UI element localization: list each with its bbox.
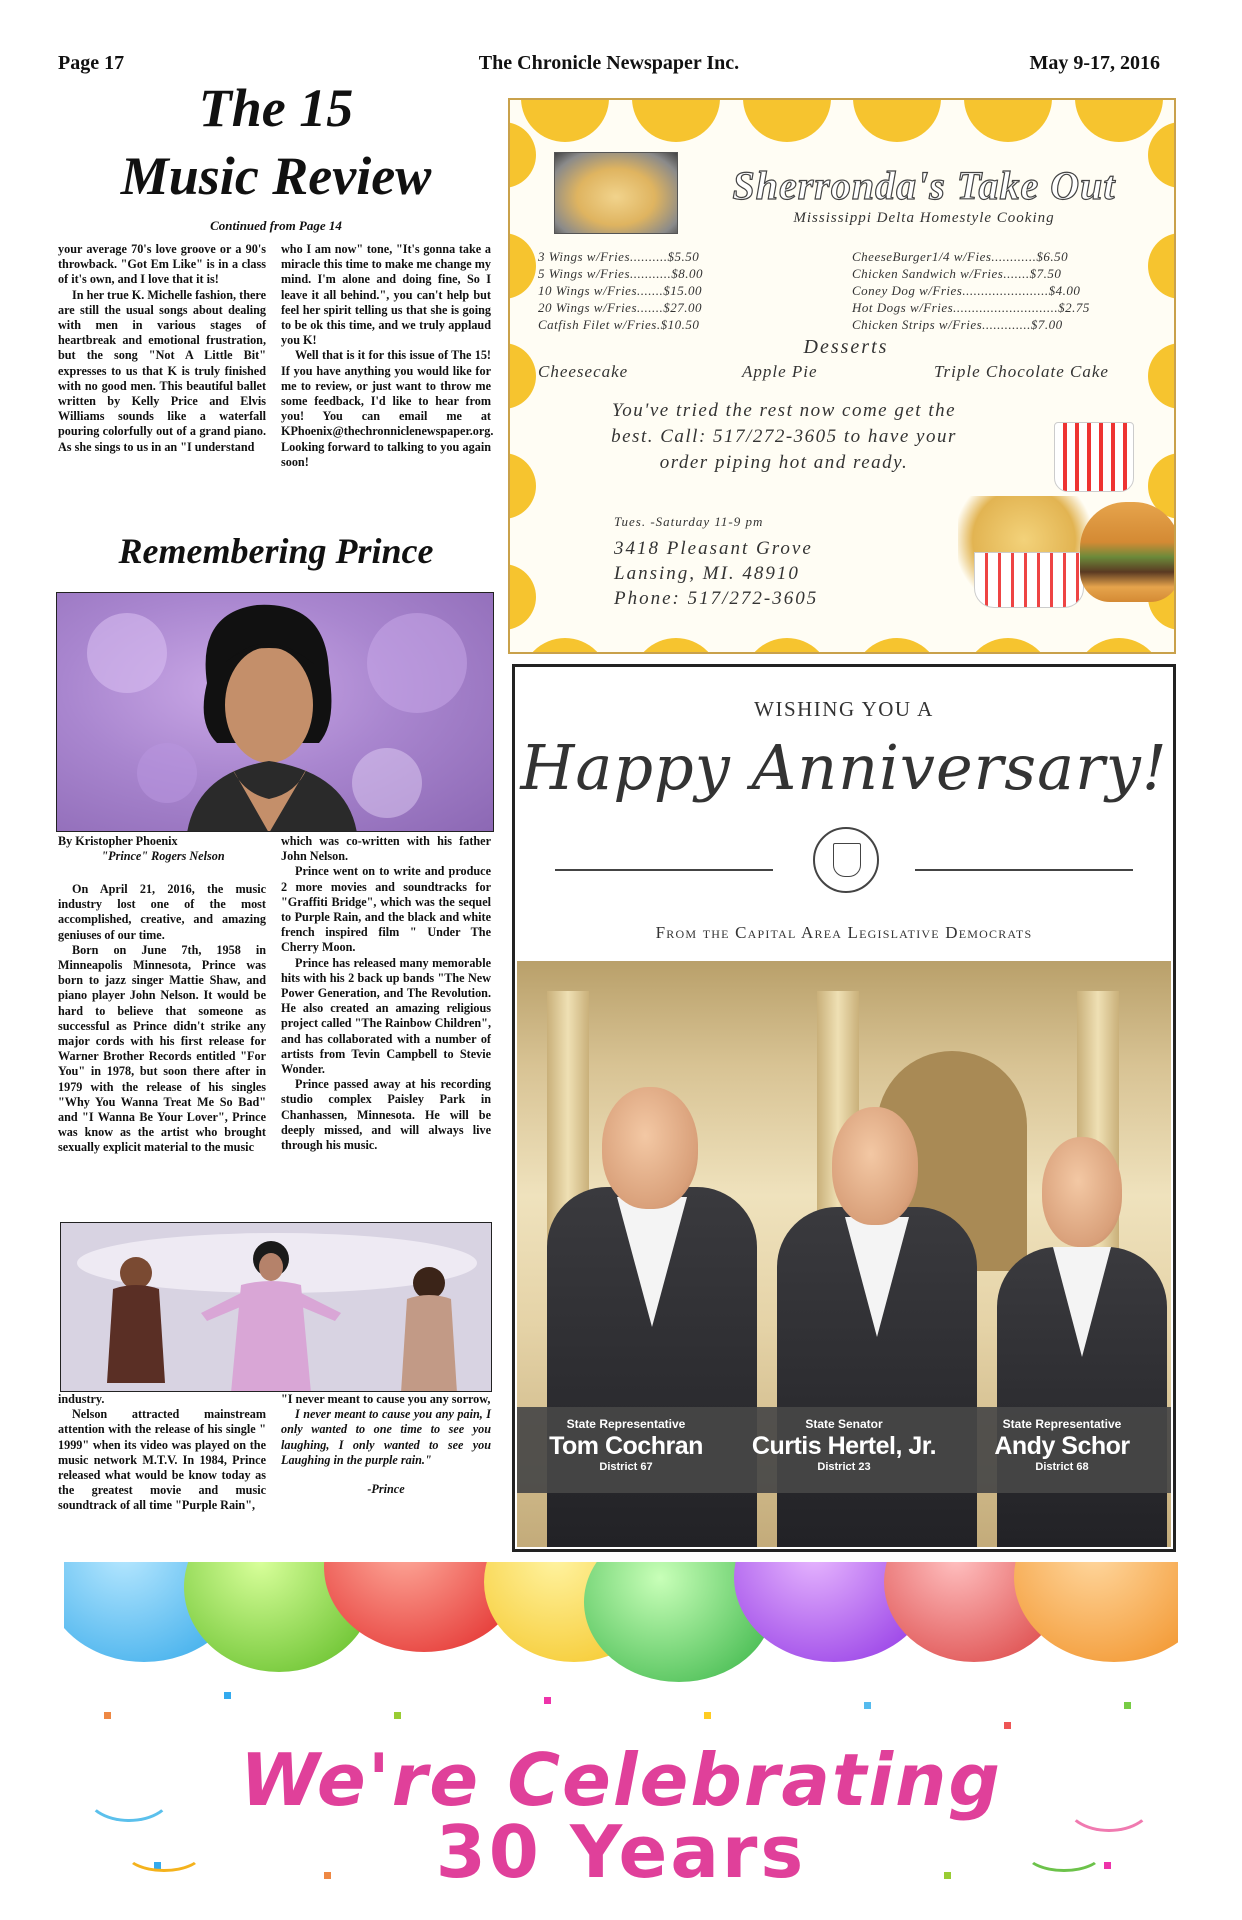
official-district: District 68: [1035, 1461, 1089, 1473]
lyric-quote: I never meant to cause you any pain, I only wanted to one time to see you laughing, I only wanted to see you Laughing in the purple rain.": [281, 1407, 491, 1467]
takeout-content: [534, 152, 1158, 612]
issue-date: May 9-17, 2016: [1029, 52, 1160, 74]
official-role: State Representative: [566, 1417, 686, 1431]
prince-byline-block: [58, 834, 268, 864]
desserts-heading: Desserts: [803, 336, 889, 358]
wishing-text: WISHING YOU A: [754, 697, 934, 721]
review-paragraph: who I am now" tone, "It's gonna take a miracle this time to make me change my mind. I'm alone and doing fine, So I leave it all behind.", you can't help but feel her spirit telling us that she is going to be ok this time, and we truly applaud you K!: [281, 242, 491, 348]
takeout-advertisement: [508, 98, 1176, 654]
official-caption: [735, 1407, 953, 1493]
official-name: Tom Cochran: [549, 1432, 703, 1460]
officials-name-bar: [517, 1407, 1171, 1493]
confetti: [1124, 1702, 1131, 1709]
burger-image: [1080, 502, 1176, 602]
prince-stage-photo: [60, 1222, 492, 1392]
review-paragraph: your average 70's love groove or a 90's throwback. "Got Em Like" is in a class of it's own, and I love that it is!: [58, 242, 266, 287]
celebrating-text: We're Celebrating: [240, 1738, 1002, 1822]
byline: By Kristopher Phoenix: [58, 834, 178, 848]
confetti: [864, 1702, 871, 1709]
menu-item: 5 Wings w/Fries...........$8.00: [538, 266, 704, 281]
prince-portrait-photo: [56, 592, 494, 832]
menu-item: Catfish Filet w/Fries.$10.50: [538, 317, 700, 332]
article-paragraph: Nelson attracted mainstream attention with the release of his single " 1999" when its video was played on the music network M.T.V. In 1984, Prince released what would be know today as the greatest movie and music soundtrack of all time "Purple Rain",: [58, 1407, 266, 1513]
page-number: Page 17: [58, 52, 125, 74]
takeout-title: Sherronda's Take Out: [732, 163, 1116, 208]
review-column-2: [281, 242, 494, 470]
menu-list-right: [852, 248, 1144, 333]
menu-item: Chicken Strips w/Fries.............$7.00: [852, 317, 1063, 332]
happy-anniversary-text: Happy Anniversary!: [520, 731, 1168, 804]
balloon-image: [1014, 1562, 1178, 1662]
confetti: [704, 1712, 711, 1719]
prince-heading: Remembering Prince: [118, 531, 434, 571]
prince-column-3: [58, 1392, 266, 1514]
article-paragraph: which was co-written with his father John Nelson.: [281, 834, 491, 864]
menu-list-left: [538, 248, 778, 333]
prince-column-1: [58, 882, 266, 1156]
scallop-border-left: [508, 100, 520, 652]
review-paragraph: In her true K. Michelle fashion, there are still the usual songs about dealing with men in various stages of heartbreak and emotional frustration, but the song "Not A Little Bit" expresses to us that K is truly finished with no good men. This beautiful ballet written by Kelly Price and Elvis Williams sounds like a waterfall pouring colorfully out of a grand piano. As she sings to us in an "I understand: [58, 287, 266, 454]
confetti: [1004, 1722, 1011, 1729]
stage-illustration: [61, 1223, 492, 1392]
business-address: [614, 536, 934, 611]
lyric-lead: "I never meant to cause you any sorrow,: [281, 1392, 491, 1406]
review-paragraph: Well that is it for this issue of The 15! If you have anything you would like for me to review, or just want to throw me some feedback, I'd like to hear from you! You can email me at KPhoenix@thechronniclenewspaper.org. Looking forward to talking to you again soon!: [281, 348, 494, 469]
publication-name: The Chronicle Newspaper Inc.: [478, 52, 740, 74]
from-legislators-text: From the Capital Area Legislative Democrats: [655, 923, 1033, 942]
menu-item: Hot Dogs w/Fries............................$2.75: [852, 300, 1090, 315]
anniversary-advertisement: [512, 664, 1176, 1552]
menu-item: 20 Wings w/Fries.......$27.00: [538, 300, 703, 315]
article-paragraph: Prince passed away at his recording studio complex Paisley Park in Chanhassen, Minnesota. He will be deeply missed, and will always live through his music.: [281, 1077, 491, 1153]
confetti: [394, 1712, 401, 1719]
celebration-banner: [64, 1562, 1178, 1892]
dessert-item: Triple Chocolate Cake: [934, 362, 1109, 381]
menu-item: 3 Wings w/Fries..........$5.50: [538, 249, 700, 264]
scallop-border-bottom: [510, 638, 1174, 654]
photo-caption: "Prince" Rogers Nelson: [101, 849, 225, 864]
article-paragraph: industry.: [58, 1392, 105, 1406]
fries-box-image: [974, 552, 1084, 608]
menu-item: 10 Wings w/Fries.......$15.00: [538, 283, 703, 298]
food-plate-image: [554, 152, 678, 234]
article-paragraph: Prince has released many memorable hits with his 2 back up bands "The New Power Generation, and The Revolution. He also created an amazing religious project called "The Rainbow Children", and has collaborated with a number of artists from Tevin Campbell to Stevie Wonder.: [281, 955, 491, 1077]
address-line: 3418 Pleasant Grove: [614, 538, 813, 559]
official-caption: [953, 1407, 1171, 1493]
menu-item: CheeseBurger1/4 w/Fies............$6.50: [852, 249, 1069, 264]
scallop-border-top: [510, 98, 1174, 114]
divider-line: [915, 869, 1133, 871]
music-review-title-line1: The 15: [198, 78, 354, 138]
takeout-subtitle: Mississippi Delta Homestyle Cooking: [793, 210, 1055, 226]
dessert-item: Apple Pie: [742, 362, 818, 381]
article-paragraph: On April 21, 2016, the music industry lost one of the most accomplished, creative, and amazing geniuses of our time.: [58, 882, 266, 942]
phone-number: Phone: 517/272-3605: [614, 588, 819, 609]
official-name: Curtis Hertel, Jr.: [751, 1432, 937, 1460]
confetti: [544, 1697, 551, 1704]
divider-line: [555, 869, 773, 871]
takeout-tagline: You've tried the rest now come get the best. Call: 517/272-3605 to have your order piping hot and ready.: [611, 400, 957, 473]
official-district: District 23: [817, 1461, 871, 1473]
official-name: Andy Schor: [994, 1432, 1130, 1460]
prince-column-4: [281, 1392, 491, 1497]
music-review-title-line2: Music Review: [120, 146, 432, 206]
menu-item: Coney Dog w/Fries.......................$4.00: [852, 283, 1081, 298]
confetti: [104, 1712, 111, 1719]
drink-cup-image: [1054, 422, 1134, 492]
lyric-attribution: -Prince: [367, 1482, 405, 1497]
address-line: Lansing, MI. 48910: [614, 563, 800, 584]
prince-portrait-illustration: [57, 593, 494, 832]
official-district: District 67: [599, 1461, 653, 1473]
page-header: [58, 52, 1160, 80]
official-role: State Representative: [1002, 1417, 1122, 1431]
menu-item: Chicken Sandwich w/Fries.......$7.50: [852, 266, 1062, 281]
michigan-seal-icon: [813, 827, 879, 893]
dessert-item: Cheesecake: [538, 362, 629, 381]
continued-note: Continued from Page 14: [210, 218, 342, 233]
confetti: [224, 1692, 231, 1699]
official-caption: [517, 1407, 735, 1493]
article-paragraph: Prince went on to write and produce 2 more movies and soundtracks for "Graffiti Bridge", which was the sequel to Purple Rain, and the black and white french inspired film " Under The Cherry Moon.: [281, 864, 491, 955]
review-column-1: [58, 242, 266, 455]
thirty-years-text: 30 Years: [435, 1810, 807, 1892]
business-hours: Tues. -Saturday 11-9 pm: [614, 514, 764, 529]
article-paragraph: Born on June 7th, 1958 in Minneapolis Minnesota, Prince was born to jazz singer Mattie Shaw, and piano player John Nelson. It would be hard to believe that someone as successful as Prince didn't strike any major cords with his first release for Warner Brother Records entitled "For You" in 1978, but soon there after in 1979 with the release of his singles "Why You Wanna Treat Me So Bad" and "I Wanna Be Your Lover", Prince was know as the artist who brought sexually explicit material to the music: [58, 942, 266, 1155]
official-role: State Senator: [805, 1417, 883, 1431]
prince-column-2: [281, 834, 491, 1153]
